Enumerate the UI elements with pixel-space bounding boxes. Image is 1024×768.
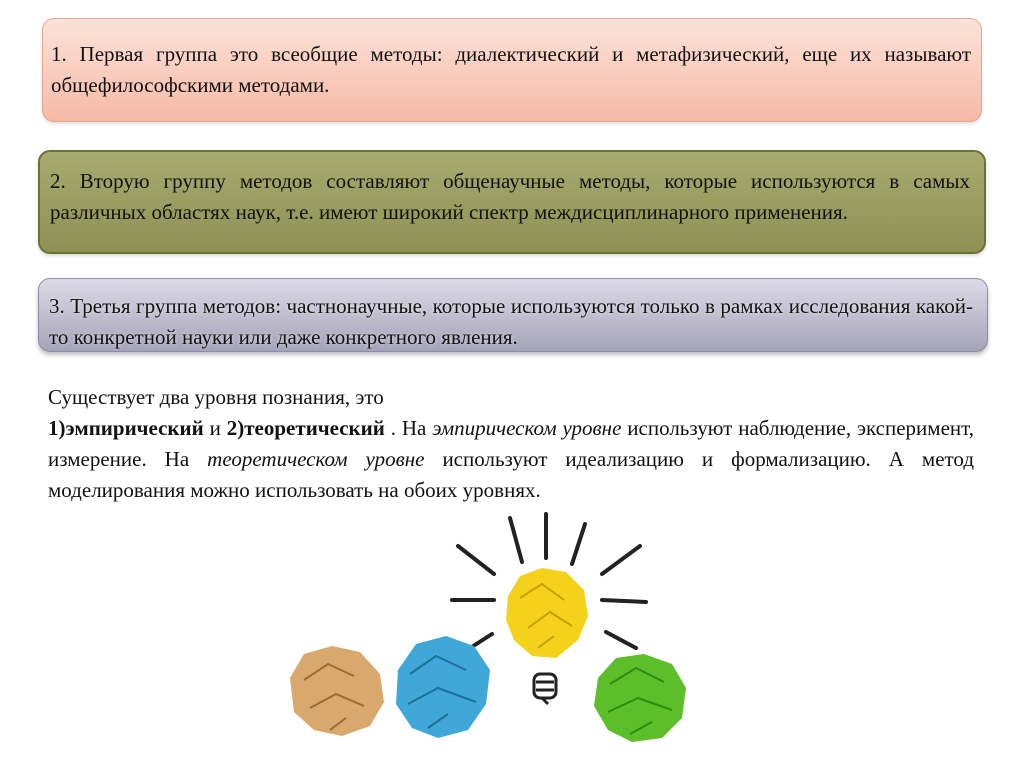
- lightbulb-paper-balls-illustration: [280, 508, 700, 763]
- tan-paper-ball-icon: [290, 646, 384, 736]
- lightbulb-base-icon: [534, 674, 556, 704]
- method-group-1-text: 1. Первая группа это всеобщие методы: диалектический и метафизический, еще их называют общефилософскими методами.: [51, 42, 971, 97]
- green-paper-ball-icon: [594, 654, 686, 742]
- intro-line: Существует два уровня познания, это: [48, 385, 384, 409]
- text-segment-2: используют наблюдение, эксперимент, измерение. На: [48, 416, 974, 471]
- empirical-level-term: эмпирическом уровне: [432, 416, 622, 440]
- text-segment-1: . На: [384, 416, 433, 440]
- blue-paper-ball-icon: [396, 636, 490, 738]
- knowledge-levels-paragraph: [48, 382, 974, 506]
- text-segment-3: используют идеализацию и формализацию. А метод моделирования можно использовать на обоих уровнях.: [48, 447, 975, 502]
- method-group-2-box: [38, 150, 986, 254]
- yellow-paper-ball-icon: [506, 568, 588, 658]
- method-group-3-text: 3. Третья группа методов: частнонаучные, которые используются только в рамках исследования какой-то конкретной науки или даже конкретного явления.: [49, 294, 973, 349]
- method-group-1-box: [42, 18, 982, 122]
- method-group-2-text: 2. Вторую группу методов составляют общенаучные методы, которые используются в самых различных областях наук, т.е. имеют широкий спектр междисциплинарного применения.: [50, 169, 970, 224]
- level-theoretical: 2)теоретический: [226, 416, 385, 440]
- theoretical-level-term: теоретическом уровне: [207, 447, 425, 471]
- level-empirical: 1)эмпирический: [48, 416, 204, 440]
- connector-and: и: [203, 416, 227, 440]
- method-group-3-box: [38, 278, 988, 352]
